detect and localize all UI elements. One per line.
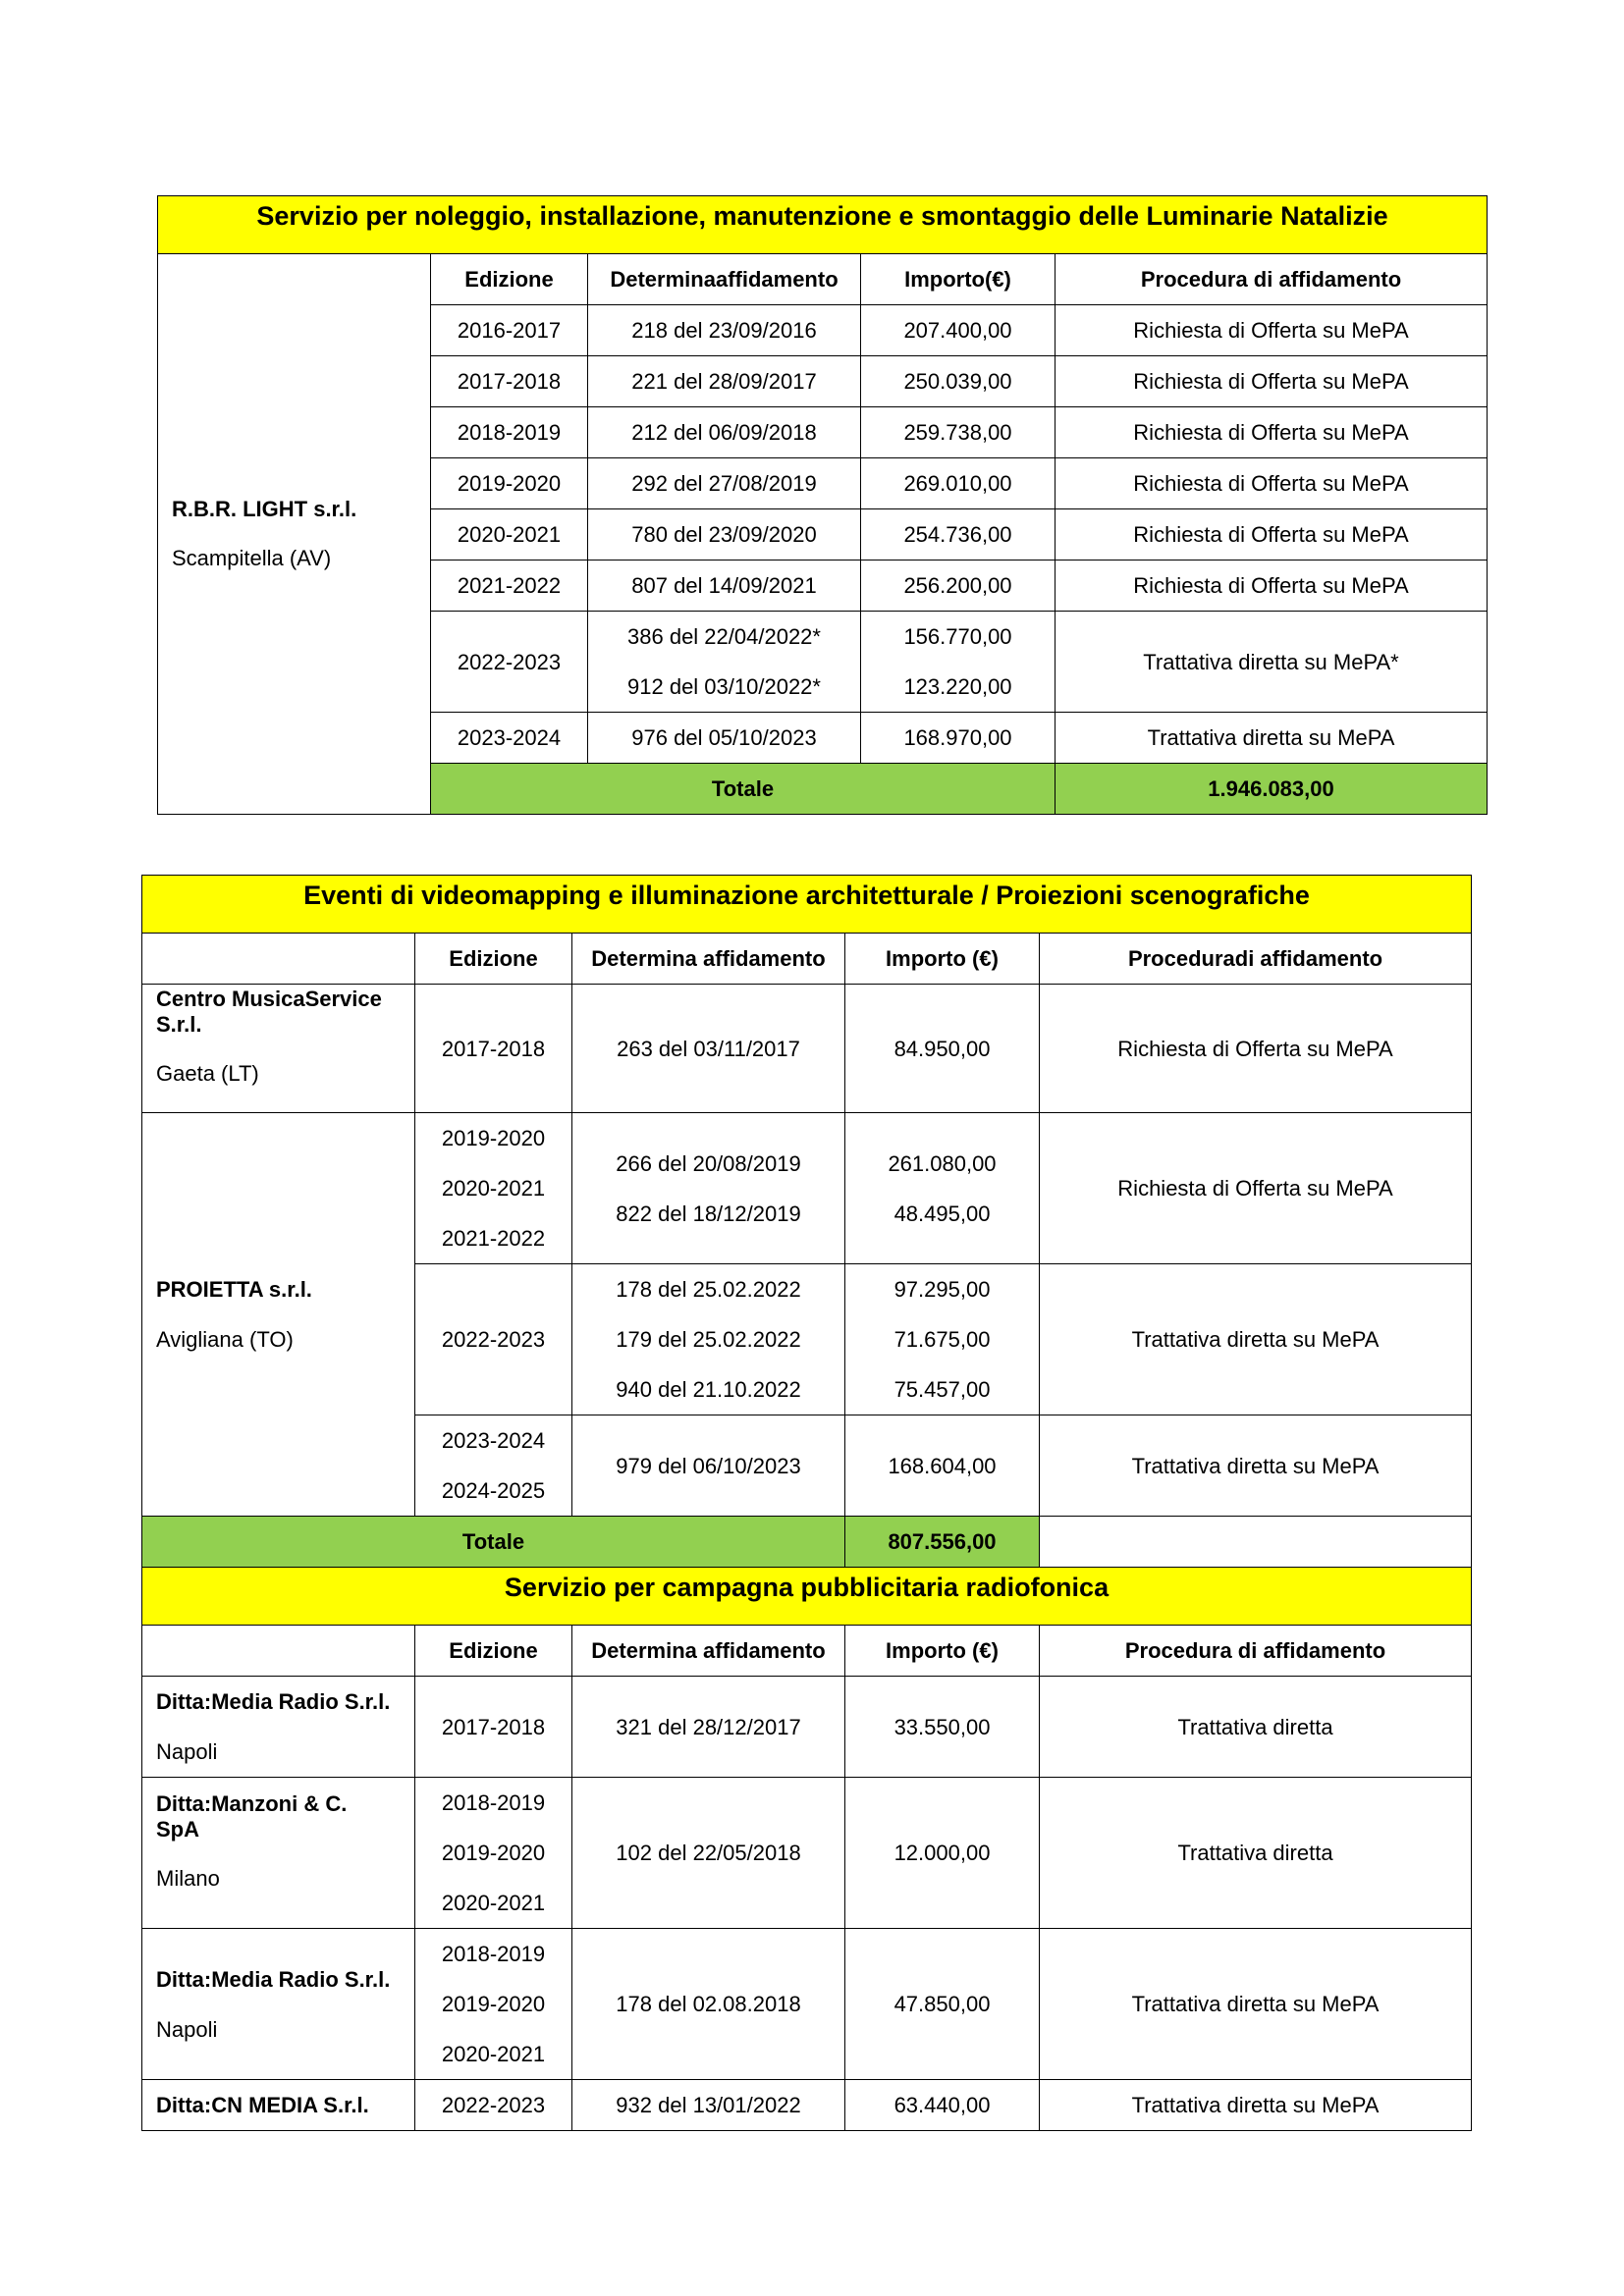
determina-line: 266 del 20/08/2019 <box>616 1150 801 1176</box>
company-city: Avigliana (TO) <box>156 1327 294 1352</box>
importo-cell <box>845 1113 1040 1264</box>
importo-cell: 254.736,00 <box>861 509 1056 561</box>
importo-line: 97.295,00 <box>893 1277 991 1302</box>
determina-cell: 807 del 14/09/2021 <box>588 561 861 612</box>
total-label: Totale <box>431 764 1056 815</box>
determina-cell: 979 del 06/10/2023 <box>572 1415 845 1517</box>
luminarie-title: Servizio per noleggio, installazione, manutenzione e smontaggio delle Luminarie Natalizie <box>158 196 1488 254</box>
edizione-cell: 2023-2024 <box>431 713 588 764</box>
importo-line: 261.080,00 <box>888 1150 997 1176</box>
company-city: Gaeta (LT) <box>156 1061 259 1086</box>
header-determina: Determina affidamento <box>572 934 845 985</box>
table-row <box>142 1677 1472 1778</box>
procedura-cell: Richiesta di Offerta su MePA <box>1056 458 1488 509</box>
edizione-line: 2023-2024 <box>441 1428 546 1453</box>
header-determina: Determina affidamento <box>572 1626 845 1677</box>
table-row <box>142 985 1472 1113</box>
edizione-line: 2019-2020 <box>441 1126 546 1150</box>
edizione-cell: 2017-2018 <box>415 985 572 1113</box>
total-label: Totale <box>142 1517 845 1568</box>
company-city: Milano <box>156 1866 220 1891</box>
procedura-cell: Richiesta di Offerta su MePA <box>1056 509 1488 561</box>
company-cell <box>142 2080 415 2131</box>
table-row <box>142 1113 1472 1264</box>
total-row <box>142 1517 1472 1568</box>
importo-cell <box>861 612 1056 713</box>
importo-cell: 84.950,00 <box>845 985 1040 1113</box>
edizione-cell: 2017-2018 <box>431 356 588 407</box>
header-importo: Importo (€) <box>845 1626 1040 1677</box>
importo-cell <box>845 1264 1040 1415</box>
determina-cell: 218 del 23/09/2016 <box>588 305 861 356</box>
determina-cell <box>588 612 861 713</box>
company-cell <box>142 985 415 1113</box>
procedura-cell: Trattativa diretta su MePA <box>1040 1264 1472 1415</box>
procedura-cell: Richiesta di Offerta su MePA <box>1056 561 1488 612</box>
edizione-line: 2018-2019 <box>441 1942 546 1966</box>
importo-line: 48.495,00 <box>893 1201 991 1226</box>
determina-line: 178 del 25.02.2022 <box>616 1277 801 1302</box>
determina-cell: 292 del 27/08/2019 <box>588 458 861 509</box>
company-name: Ditta:Media Radio S.r.l. <box>156 1966 391 1992</box>
importo-line: 75.457,00 <box>893 1377 991 1402</box>
total-value: 807.556,00 <box>845 1517 1040 1568</box>
edizione-line: 2019-2020 <box>441 1992 546 2016</box>
importo-cell: 250.039,00 <box>861 356 1056 407</box>
edizione-line: 2020-2021 <box>441 1176 546 1201</box>
edizione-line: 2020-2021 <box>441 1891 546 1915</box>
determina-cell: 932 del 13/01/2022 <box>572 2080 845 2131</box>
company-name: R.B.R. LIGHT s.r.l. <box>172 497 357 521</box>
edizione-cell: 2017-2018 <box>415 1677 572 1778</box>
determina-cell: 263 del 03/11/2017 <box>572 985 845 1113</box>
company-name: Ditta:Manzoni & C. <box>156 1791 348 1816</box>
determina-cell <box>572 1264 845 1415</box>
company-city: Napoli <box>156 2016 218 2042</box>
empty-cell <box>142 934 415 985</box>
company-cell <box>142 1113 415 1517</box>
edizione-cell <box>415 1778 572 1929</box>
procedura-cell: Richiesta di Offerta su MePA <box>1040 1113 1472 1264</box>
procedura-cell: Trattativa diretta su MePA <box>1040 1415 1472 1517</box>
procedura-cell: Trattativa diretta <box>1040 1778 1472 1929</box>
edizione-line: 2021-2022 <box>441 1226 546 1251</box>
table-row <box>142 1778 1472 1929</box>
company-cell <box>142 1778 415 1929</box>
header-edizione: Edizione <box>415 1626 572 1677</box>
company-name: Centro MusicaService <box>156 987 382 1011</box>
procedura-cell: Richiesta di Offerta su MePA <box>1056 356 1488 407</box>
total-value: 1.946.083,00 <box>1056 764 1488 815</box>
determina-line: 940 del 21.10.2022 <box>616 1377 801 1402</box>
procedura-cell: Trattativa diretta su MePA <box>1040 2080 1472 2131</box>
determina-cell: 178 del 02.08.2018 <box>572 1929 845 2080</box>
empty-cell <box>1040 1517 1472 1568</box>
company-name: PROIETTA s.r.l. <box>156 1277 312 1302</box>
radio-title: Servizio per campagna pubblicitaria radiofonica <box>142 1568 1472 1626</box>
determina-line: 912 del 03/10/2022* <box>627 674 821 699</box>
edizione-cell: 2019-2020 <box>431 458 588 509</box>
header-importo: Importo (€) <box>845 934 1040 985</box>
header-procedura: Procedura di affidamento <box>1040 1626 1472 1677</box>
videomapping-title: Eventi di videomapping e illuminazione architetturale / Proiezioni scenografiche <box>142 876 1472 934</box>
company-cell <box>142 1929 415 2080</box>
importo-cell: 12.000,00 <box>845 1778 1040 1929</box>
importo-cell: 33.550,00 <box>845 1677 1040 1778</box>
procedura-cell: Richiesta di Offerta su MePA <box>1056 305 1488 356</box>
procedura-cell: Richiesta di Offerta su MePA <box>1040 985 1472 1113</box>
importo-cell: 256.200,00 <box>861 561 1056 612</box>
edizione-line: 2020-2021 <box>441 2042 546 2066</box>
determina-cell <box>572 1113 845 1264</box>
company-name: Ditta:CN MEDIA S.r.l. <box>156 2093 369 2117</box>
header-procedura: Proceduradi affidamento <box>1040 934 1472 985</box>
company-name-cont: SpA <box>156 1817 199 1842</box>
company-city: Napoli <box>156 1739 218 1764</box>
importo-cell: 63.440,00 <box>845 2080 1040 2131</box>
edizione-cell: 2022-2023 <box>415 2080 572 2131</box>
company-name: Ditta:Media Radio S.r.l. <box>156 1689 391 1714</box>
procedura-cell: Trattativa diretta su MePA <box>1040 1929 1472 2080</box>
determina-cell: 212 del 06/09/2018 <box>588 407 861 458</box>
table-row <box>142 1929 1472 2080</box>
edizione-cell: 2016-2017 <box>431 305 588 356</box>
importo-cell: 47.850,00 <box>845 1929 1040 2080</box>
luminarie-table <box>157 195 1488 815</box>
determina-cell: 780 del 23/09/2020 <box>588 509 861 561</box>
importo-cell: 168.604,00 <box>845 1415 1040 1517</box>
determina-cell: 321 del 28/12/2017 <box>572 1677 845 1778</box>
procedura-cell: Trattativa diretta su MePA <box>1056 713 1488 764</box>
edizione-cell: 2022-2023 <box>415 1264 572 1415</box>
header-determina: Determinaaffidamento <box>588 254 861 305</box>
company-name-cont: S.r.l. <box>156 1012 202 1037</box>
determina-line: 179 del 25.02.2022 <box>616 1327 801 1352</box>
importo-cell: 259.738,00 <box>861 407 1056 458</box>
edizione-cell: 2021-2022 <box>431 561 588 612</box>
determina-cell: 221 del 28/09/2017 <box>588 356 861 407</box>
empty-cell <box>142 1626 415 1677</box>
edizione-line: 2024-2025 <box>441 1478 546 1503</box>
header-edizione: Edizione <box>415 934 572 985</box>
importo-line: 71.675,00 <box>893 1327 991 1352</box>
determina-cell: 102 del 22/05/2018 <box>572 1778 845 1929</box>
procedura-cell: Richiesta di Offerta su MePA <box>1056 407 1488 458</box>
importo-cell: 207.400,00 <box>861 305 1056 356</box>
determina-line: 822 del 18/12/2019 <box>616 1201 801 1226</box>
importo-line: 156.770,00 <box>903 624 1012 649</box>
edizione-cell <box>415 1415 572 1517</box>
importo-cell: 269.010,00 <box>861 458 1056 509</box>
company-cell <box>142 1677 415 1778</box>
importo-line: 123.220,00 <box>903 674 1012 699</box>
edizione-cell <box>415 1929 572 2080</box>
header-procedura: Procedura di affidamento <box>1056 254 1488 305</box>
importo-cell: 168.970,00 <box>861 713 1056 764</box>
table-row <box>142 2080 1472 2131</box>
videomapping-table <box>141 875 1472 2131</box>
edizione-line: 2019-2020 <box>441 1841 546 1865</box>
procedura-cell: Trattativa diretta su MePA* <box>1056 612 1488 713</box>
procedura-cell: Trattativa diretta <box>1040 1677 1472 1778</box>
header-edizione: Edizione <box>431 254 588 305</box>
edizione-cell <box>415 1113 572 1264</box>
company-city: Scampitella (AV) <box>172 546 332 570</box>
determina-line: 386 del 22/04/2022* <box>627 624 821 649</box>
edizione-cell: 2022-2023 <box>431 612 588 713</box>
header-importo: Importo(€) <box>861 254 1056 305</box>
edizione-cell: 2018-2019 <box>431 407 588 458</box>
edizione-cell: 2020-2021 <box>431 509 588 561</box>
edizione-line: 2018-2019 <box>441 1790 546 1815</box>
company-cell <box>158 254 431 815</box>
determina-cell: 976 del 05/10/2023 <box>588 713 861 764</box>
